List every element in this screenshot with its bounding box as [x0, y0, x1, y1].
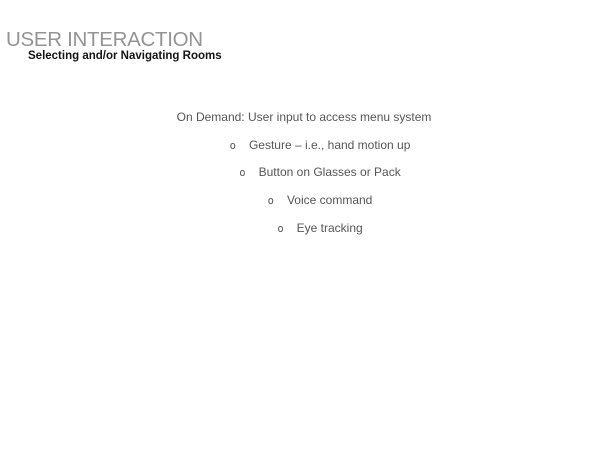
- slide-subtitle: Selecting and/or Navigating Rooms: [28, 50, 222, 62]
- bullet-marker: o: [229, 139, 236, 152]
- bullet-item: [40, 215, 600, 243]
- slide-body: [0, 104, 600, 242]
- bullet-text: Gesture – i.e., hand motion up: [248, 137, 411, 152]
- bullet-item: [40, 132, 600, 160]
- bullet-text: Eye tracking: [296, 220, 363, 235]
- bullet-text: Button on Glasses or Pack: [258, 165, 401, 180]
- slide-title: USER INTERACTION: [6, 28, 203, 51]
- bullet-marker: o: [267, 195, 274, 208]
- bullet-marker: o: [277, 222, 284, 235]
- bullet-marker: o: [239, 167, 246, 180]
- bullet-text: Voice command: [286, 193, 373, 208]
- bullet-item: [40, 159, 600, 187]
- bullet-item: [40, 187, 600, 215]
- body-lead-line: On Demand: User input to access menu system: [176, 110, 432, 124]
